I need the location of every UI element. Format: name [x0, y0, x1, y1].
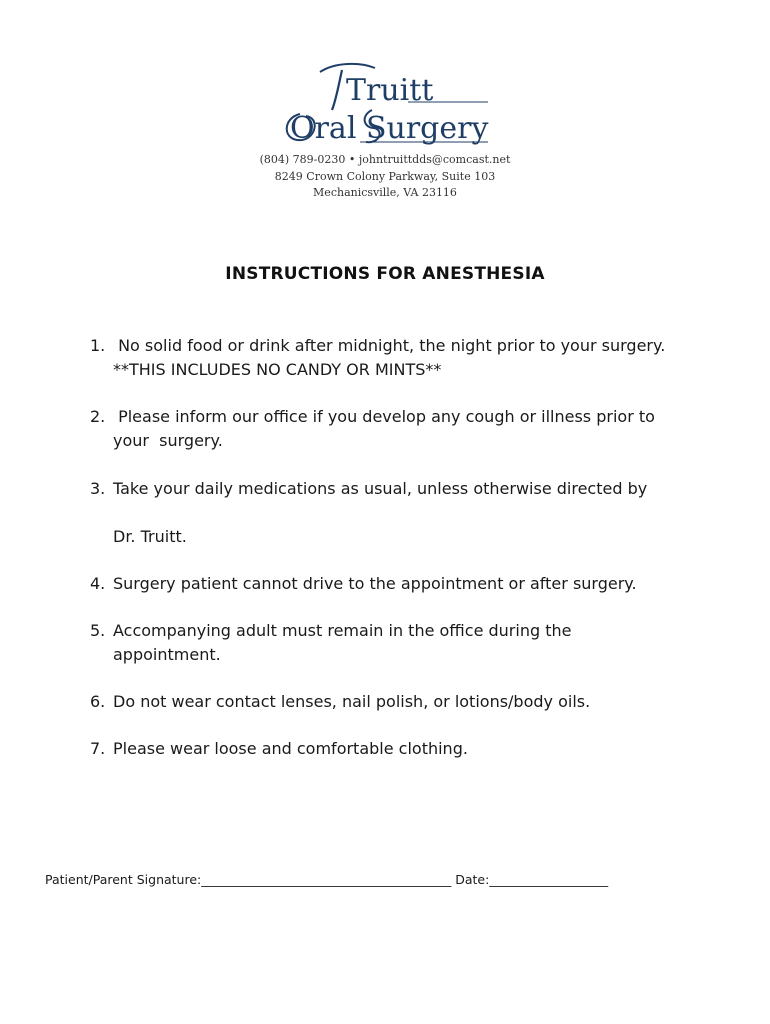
list-item	[90, 619, 740, 667]
list-item-text: Do not wear contact lenses, nail polish, or lotions/body oils.	[113, 692, 591, 711]
logo-flourish	[320, 64, 375, 72]
date-field[interactable]: ___________________	[489, 872, 609, 887]
list-item-number: 3.	[90, 479, 106, 498]
list-item-number: 7.	[90, 739, 106, 758]
list-item-text: Please inform our office if you develop any cough or illness prior to	[113, 407, 655, 426]
signature-label: Patient/Parent Signature:	[45, 872, 202, 887]
contact-address: 8249 Crown Colony Parkway, Suite 103	[274, 169, 496, 183]
list-item-number: 4.	[90, 574, 106, 593]
contact-city: Mechanicsville, VA 23116	[313, 186, 457, 199]
list-item-number: 1.	[90, 336, 106, 355]
list-item-number: 2.	[90, 407, 106, 426]
signature-field[interactable]: ________________________________________	[201, 872, 452, 887]
contact-phone-email: (804) 789-0230 • johntruittdds@comcast.net	[259, 153, 511, 166]
page-title: INSTRUCTIONS FOR ANESTHESIA	[225, 264, 545, 284]
practice-logo	[280, 58, 495, 148]
list-item-text: Take your daily medications as usual, unless otherwise directed by	[113, 479, 648, 498]
list-item-text: Please wear loose and comfortable clothing.	[113, 739, 468, 758]
logo-line2: Oral Surgery	[290, 111, 489, 146]
list-item-text: your surgery.	[113, 431, 223, 450]
list-item	[90, 737, 740, 761]
list-item	[90, 334, 740, 382]
list-item	[90, 405, 740, 453]
signature-line	[45, 872, 608, 887]
list-item-text	[113, 501, 740, 525]
list-item-text: appointment.	[113, 645, 221, 664]
logo-flourish-t	[332, 70, 342, 110]
list-item-text: **THIS INCLUDES NO CANDY OR MINTS**	[113, 360, 442, 379]
date-label: Date:	[451, 872, 490, 887]
list-item	[90, 690, 740, 714]
list-item-number: 5.	[90, 621, 106, 640]
list-item-number: 6.	[90, 692, 106, 711]
list-item-text: Accompanying adult must remain in the office during the	[113, 621, 572, 640]
list-item	[90, 572, 740, 596]
list-item	[90, 477, 740, 549]
list-item-text: No solid food or drink after midnight, the night prior to your surgery.	[113, 336, 666, 355]
truitt-oral-surgery-logo	[280, 58, 495, 148]
logo-line1: Truitt	[346, 73, 434, 108]
list-item-text: Dr. Truitt.	[113, 527, 187, 546]
list-item-text: Surgery patient cannot drive to the appointment or after surgery.	[113, 574, 637, 593]
